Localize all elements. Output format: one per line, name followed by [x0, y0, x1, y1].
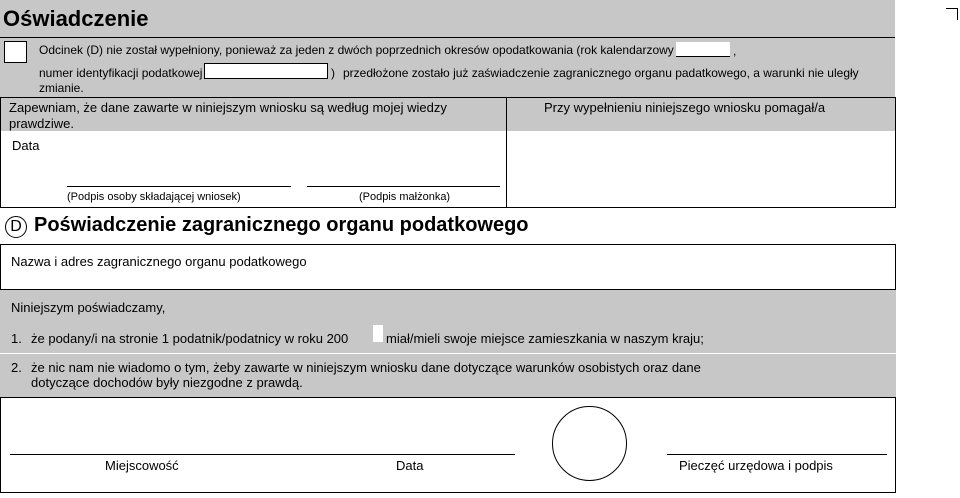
declaration-line1: Odcinek (D) nie został wypełniony, ponieważ za jeden z dwóch poprzednich okresów opodatkowania (rok kalendarzowy	[39, 43, 674, 57]
item2-number: 2.	[11, 360, 22, 375]
item2-text-line1: że nic nam nie wiadomo o tym, żeby zawarte w niniejszym wniosku dane dotyczące warunków osobistych oraz dane	[31, 360, 701, 375]
page-title: Oświadczenie	[3, 6, 149, 31]
spouse-signature-label: (Podpis małżonka)	[359, 191, 451, 203]
assurance-divider	[506, 97, 507, 208]
applicant-signature-label: (Podpis osoby składającej wniosek)	[67, 191, 241, 203]
section-d-badge	[5, 216, 27, 238]
declaration-line3: zmianie.	[39, 81, 84, 95]
item2-text-line2: dotyczące dochodów były niezgodne z prawdą.	[31, 375, 303, 390]
stamp-signature-line[interactable]	[667, 454, 887, 455]
calendar-year-field[interactable]	[676, 42, 730, 57]
stamp-label: Pieczęć urzędowa i podpis	[679, 458, 833, 473]
section-d-title: Poświadczenie zagranicznego organu podatkowego	[34, 214, 529, 236]
assurance-text-line1: Zapewniam, że dane zawarte w niniejszym wniosku są według mojej wiedzy	[9, 100, 447, 115]
spouse-signature-line[interactable]	[307, 186, 500, 187]
authority-name-address-label: Nazwa i adres zagranicznego organu podatkowego	[11, 254, 307, 269]
residence-year-field[interactable]	[373, 325, 383, 342]
section-d-letter: D	[10, 218, 22, 235]
declaration-line1-comma: ,	[733, 44, 737, 58]
applicant-signature-line[interactable]	[67, 186, 291, 187]
declaration-checkbox[interactable]	[4, 41, 27, 63]
certify-text: Niniejszym poświadczamy,	[11, 300, 166, 315]
assurance-date-label: Data	[12, 138, 40, 153]
place-label: Miejscowość	[105, 458, 179, 473]
date-signature-line[interactable]	[345, 454, 515, 455]
declaration-line2-start: numer identyfikacji podatkowej	[39, 66, 203, 80]
authority-signature-box	[0, 397, 896, 493]
declaration-line2-paren: )	[331, 66, 335, 80]
declaration-line2-end: przedłożone zostało już zaświadczenie zagranicznego organu padatkowego, a warunki nie uległy	[343, 66, 859, 80]
item-separator	[0, 353, 896, 354]
date-label-bottom: Data	[396, 458, 424, 473]
tax-id-field[interactable]	[204, 63, 328, 79]
official-stamp-circle[interactable]	[552, 406, 627, 481]
item1-text-b: miał/mieli swoje miejsce zamieszkania w naszym kraju;	[386, 331, 704, 346]
assurance-text-line2: prawdziwe.	[9, 116, 75, 131]
item1-text-a: że podany/i na stronie 1 podatnik/podatnicy w roku 200	[31, 331, 349, 346]
place-signature-line[interactable]	[10, 454, 360, 455]
helper-label: Przy wypełnieniu niniejszego wniosku pomagał/a	[544, 100, 826, 115]
item1-number: 1.	[11, 331, 22, 346]
corner-mark-icon	[946, 8, 958, 20]
